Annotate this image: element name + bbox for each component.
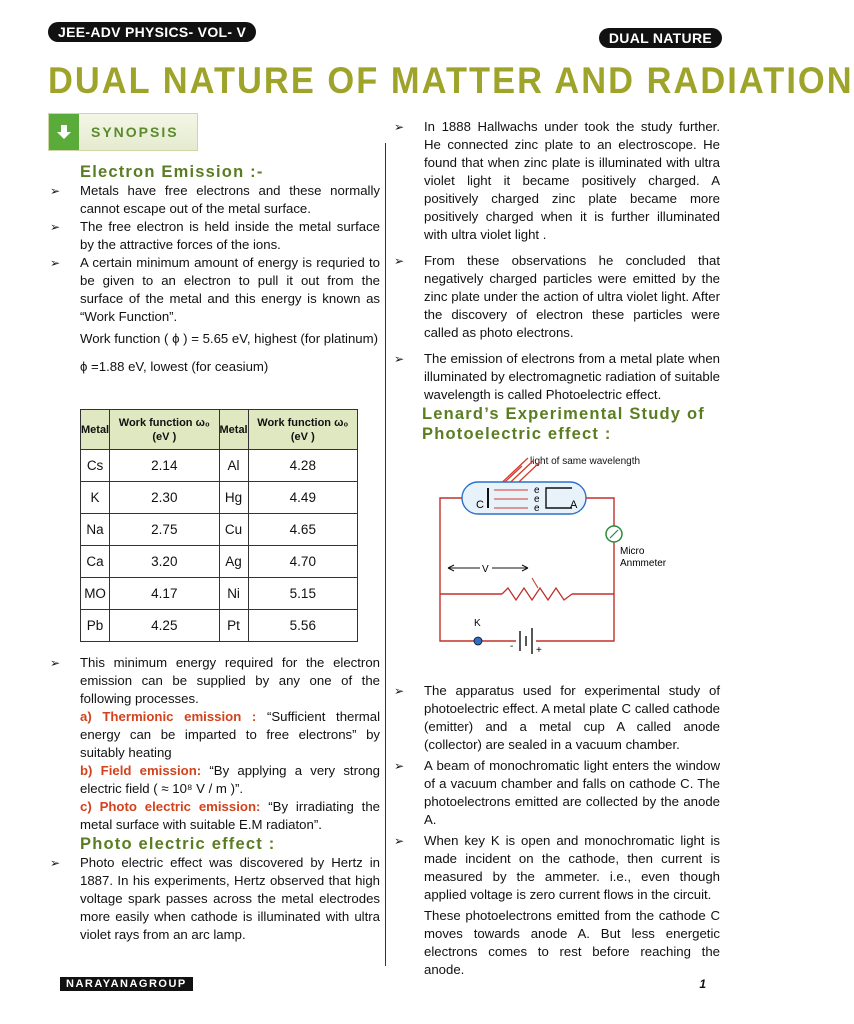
lenard-apparatus-diagram xyxy=(432,446,722,656)
photo-electric-emission: c) Photo electric emission: “By irradiating the metal surface with suitable E.M radiaton”. xyxy=(80,799,380,832)
bullet: ➢ A beam of monochromatic light enters the window of a vacuum chamber and falls on cathode C. The photoelectrons emitted are collected by the anode A. xyxy=(394,758,720,827)
electron-label: e xyxy=(534,503,540,514)
table-header: Metal xyxy=(81,410,110,450)
paragraph: These photoelectrons emitted from the cathode C moves towards anode A. But less energetic electrons comes to rest before reaching the anode. xyxy=(424,908,720,977)
field-emission: b) Field emission: “By applying a very strong electric field ( ≈ 10⁸ V / m )”. xyxy=(80,763,380,796)
bullet: ➢ A certain minimum amount of energy is requried to be given to an electron to pull it out from the surface of the metal and this energy is known as “Work Function”. xyxy=(50,255,380,324)
table-row: Ca 3.20 Ag 4.70 xyxy=(81,546,358,578)
table-row: Na 2.75 Cu 4.65 xyxy=(81,514,358,546)
key-label: K xyxy=(474,618,481,629)
left-column-lower xyxy=(48,654,380,944)
page-title: DUAL NATURE OF MATTER AND RADIATION xyxy=(48,60,854,101)
bullet: ➢ This minimum energy required for the electron emission can be supplied by any one of the following processes. xyxy=(50,655,380,706)
header-chapter: DUAL NATURE xyxy=(599,28,722,48)
footer-publisher: NARAYANAGROUP xyxy=(60,977,193,991)
thermionic-emission: a) Thermionic emission : “Sufficient thermal energy can be imparted to free electrons” by suitably heating xyxy=(80,709,381,760)
bullet: ➢ The free electron is held inside the metal surface by the attractive forces of the ions. xyxy=(50,219,380,252)
bullet: ➢ Photo electric effect was discovered by Hertz in 1887. In his experiments, Hertz observed that high voltage spark passes across the metal electrodes more easily when cathode is illuminated with ultra violet rays from an arc lamp. xyxy=(50,855,380,942)
battery-icon xyxy=(520,628,532,654)
left-column xyxy=(48,162,380,376)
ammeter-label: Anmmeter xyxy=(620,558,667,569)
page-number: 1 xyxy=(699,977,706,991)
work-function-highest: Work function ( ϕ ) = 5.65 eV, highest (for platinum) xyxy=(80,331,379,346)
bullet: ➢ The emission of electrons from a metal plate when illuminated by electromagnetic radiation of suitable wavelength is called Photoelectric effect. xyxy=(394,351,720,402)
bullet: ➢ In 1888 Hallwachs under took the study further. He connected zinc plate to an electroscope. He found that when zinc plate is illuminated with ultra violet light it became positively charged. A positively charged zinc plate became more positively charged when it is further illuminated with ultra violet light . xyxy=(394,119,720,242)
table-row: K 2.30 Hg 4.49 xyxy=(81,482,358,514)
micro-label: Micro xyxy=(620,546,645,557)
electron-label: e xyxy=(534,494,540,505)
electron-label: e xyxy=(534,485,540,496)
bullet: ➢ The apparatus used for experimental study of photoelectric effect. A metal plate C called cathode (emitter) and a metal cup A called anode (collector) are sealed in a vacuum chamber. xyxy=(394,683,720,752)
synopsis-banner xyxy=(48,113,198,151)
work-function-table xyxy=(80,409,358,642)
light-label: light of same wavelength xyxy=(530,456,641,467)
bullet: ➢ From these observations he concluded that negatively charged particles were emitted by the zinc plate under the action of ultra violet light. After the discovery of electron these particles were called as photo electrons. xyxy=(394,253,720,340)
key-switch-icon xyxy=(474,637,482,645)
right-column-lower xyxy=(392,682,720,979)
table-row: MO 4.17 Ni 5.15 xyxy=(81,578,358,610)
battery-minus: - xyxy=(510,641,514,652)
bullet: ➢ When key K is open and monochromatic light is made incident on the cathode, then current is measured by the ammeter. i.e., even though applied voltage is zero current flows in the circuit. xyxy=(394,833,720,902)
anode-label: A xyxy=(570,499,578,511)
work-function-lowest: ϕ =1.88 eV, lowest (for ceasium) xyxy=(80,359,269,374)
voltage-label: V xyxy=(482,564,489,575)
table-row: Cs 2.14 Al 4.28 xyxy=(81,450,358,482)
table-header: Metal xyxy=(219,410,248,450)
table-header: Work function ω₀ (eV ) xyxy=(248,410,357,450)
synopsis-label: SYNOPSIS xyxy=(91,124,179,140)
down-arrow-icon xyxy=(49,114,79,150)
right-column xyxy=(392,118,720,444)
header-book-title: JEE-ADV PHYSICS- VOL- V xyxy=(48,22,256,42)
cathode-label: C xyxy=(476,499,484,511)
heading-photo-electric-effect: Photo electric effect : xyxy=(80,835,276,853)
rheostat-arrow xyxy=(532,578,538,588)
circuit-wires xyxy=(440,498,614,641)
bullet: ➢ Metals have free electrons and these normally cannot escape out of the metal surface. xyxy=(50,183,380,216)
column-divider xyxy=(385,143,386,966)
rheostat xyxy=(502,588,572,600)
table-header: Work function ω₀ (eV ) xyxy=(110,410,219,450)
heading-electron-emission: Electron Emission :- xyxy=(80,163,264,181)
battery-plus: + xyxy=(536,645,542,656)
heading-lenard: Lenard’s Experimental Study of Photoelectric effect : xyxy=(422,405,705,443)
table-row: Pb 4.25 Pt 5.56 xyxy=(81,610,358,642)
